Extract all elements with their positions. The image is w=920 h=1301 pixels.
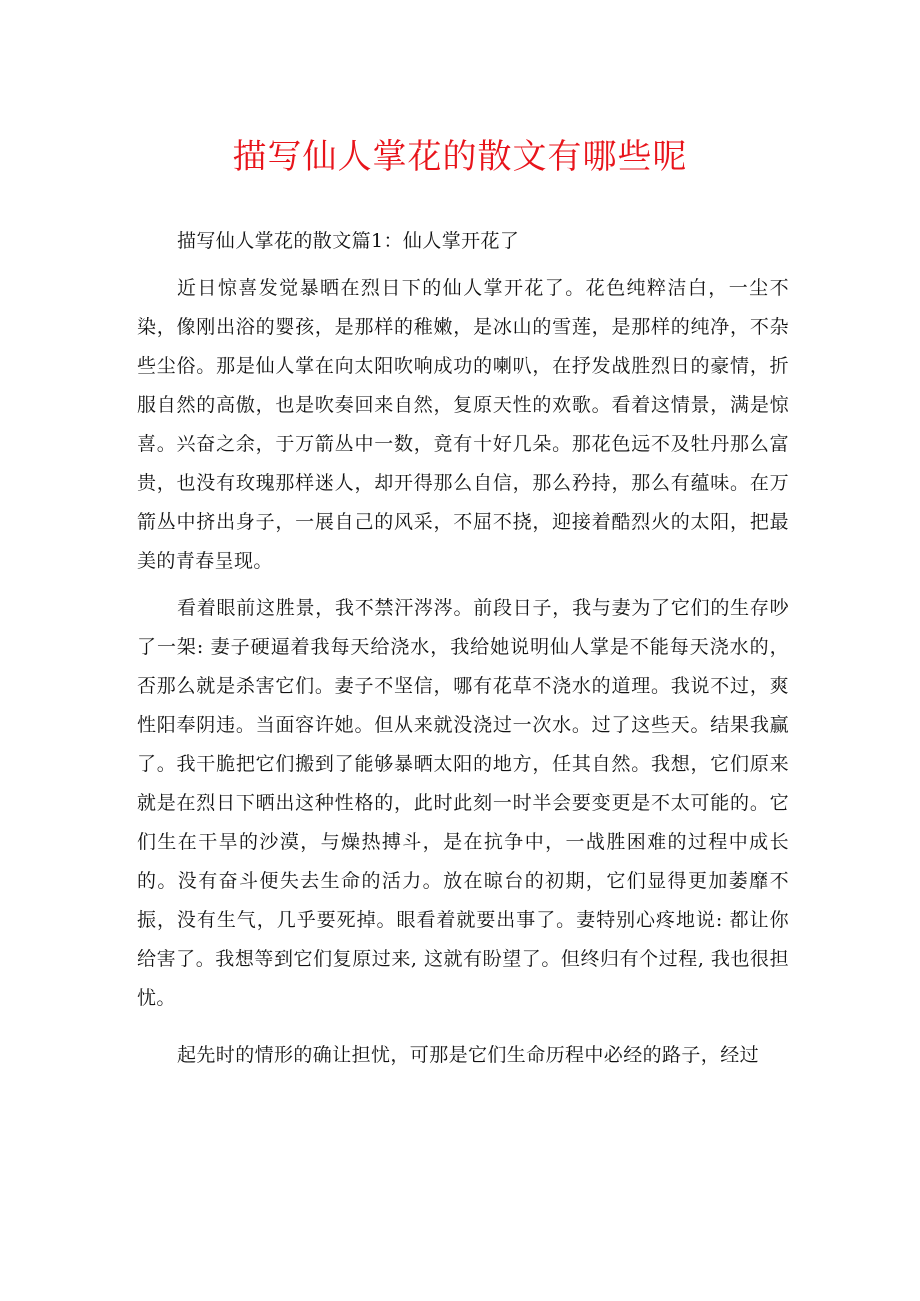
paragraph-3: 起先时的情形的确让担忧，可那是它们生命历程中必经的路子，经过 — [177, 1044, 760, 1066]
paragraph-1: 近日惊喜发觉暴晒在烈日下的仙人掌开花了。花色纯粹洁白，一尘不染，像刚出浴的婴孩，是那样的稚嫩，是冰山的雪莲，是那样的纯净，不杂些尘俗。那是仙人掌在向太阳吹响成功的喇叭，在抒发战胜烈日的豪情，折服自然的高傲，也是吹奏回来自然，复原天性的欢歌。看着这情景，满是惊喜。兴奋之余，于万箭丛中一数，竟有十好几朵。那花色远不及牡丹那么富贵，也没有玫瑰那样迷人，却开得那么自信，那么矜持，那么有蕴味。在万箭丛中挤出身子，一展自己的风采，不屈不挠，迎接着酷烈火的太阳，把最美的青春呈现。 — [137, 277, 789, 572]
paragraph-2: 看着眼前这胜景，我不禁汗涔涔。前段日子，我与妻为了它们的生存吵了一架: 妻子硬逼着我每天给浇水，我给她说明仙人掌是不能每天浇水的，否那么就是杀害它们。妻子不坚信，哪有花草不浇水的道理。我说不过，爽性阳奉阴违。当面容许她。但从来就没浇过一次水。过了这些天。结果我赢了。我干脆把它们搬到了能够暴晒太阳的地方，任其自然。我想，它们原来就是在烈日下晒出这种性格的，此时此刻一时半会要变更是不太可能的。它们生在干旱的沙漠，与燥热搏斗，是在抗争中，一战胜困难的过程中成长的。没有奋斗便失去生命的活力。放在晾台的初期，它们显得更加萎靡不振，没有生气，几乎要死掉。眼看着就要出事了。妻特别心疼地说: 都让你给害了。我想等到它们复原过来, 这就有盼望了。但终归有个过程, 我也很担忧。 — [137, 597, 789, 1009]
document-body — [137, 222, 789, 1075]
document-title: 描写仙人掌花的散文有哪些呢 — [232, 137, 688, 177]
article-subtitle: 描写仙人掌花的散文篇1：仙人掌开花了 — [177, 230, 520, 252]
